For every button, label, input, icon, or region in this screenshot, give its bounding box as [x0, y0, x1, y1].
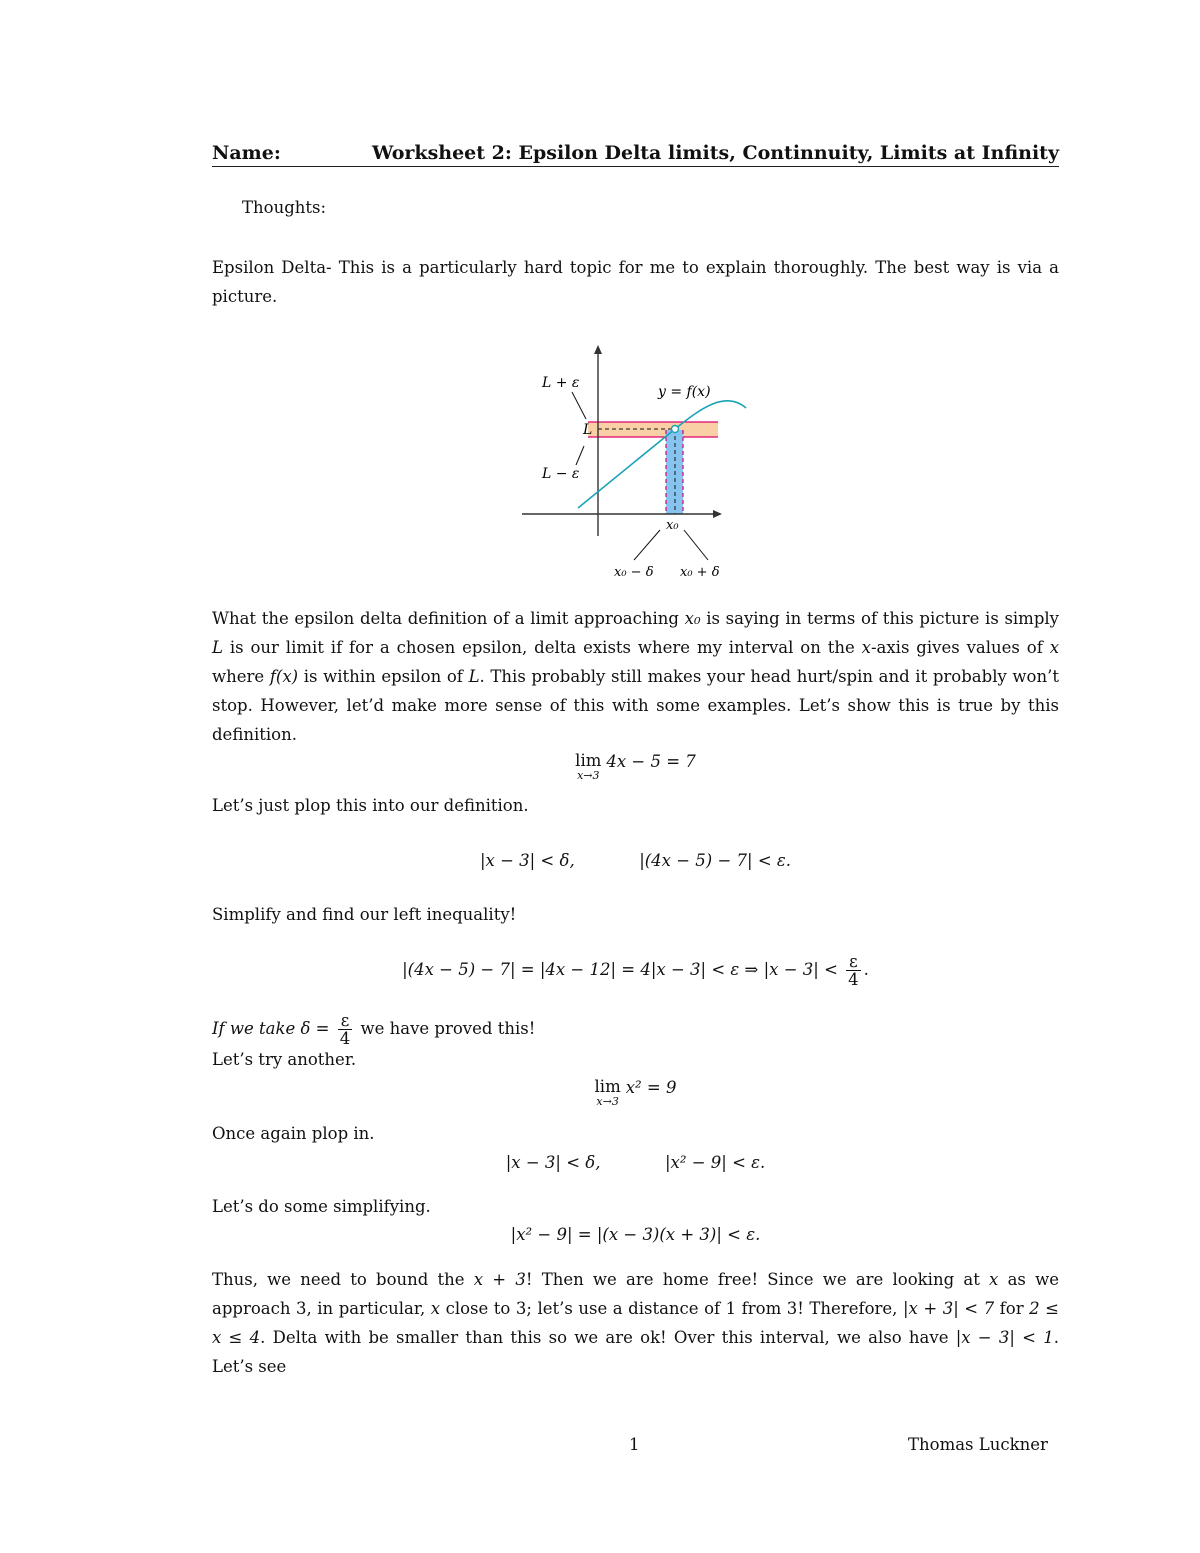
para1-text-5: where: [212, 667, 265, 686]
x-axis-arrow: [713, 510, 722, 518]
delta-choice-post: we have proved this!: [360, 1019, 536, 1038]
equation-limit-1: [212, 752, 1059, 782]
lim-subscript-1: x→3: [577, 769, 600, 782]
para1-text-2: is saying in terms of this picture is simply: [706, 609, 1059, 628]
para1-text-3: is our limit if for a chosen epsilon, delta exists where my interval on the: [229, 638, 855, 657]
equation-definition-1: [212, 846, 1059, 875]
limit-expression-2: x² = 9: [625, 1078, 677, 1097]
fraction-numerator-1: ε: [846, 953, 861, 971]
para2-text-3: as we approach 3, in particular,: [212, 1270, 1059, 1318]
simplify-end: .: [863, 960, 869, 979]
epsilon-condition-1: |(4x − 5) − 7| < ε.: [639, 851, 792, 870]
bound-paragraph: [212, 1265, 1059, 1381]
para2-math-1: x + 3: [473, 1270, 526, 1289]
factor-expression: |x² − 9| = |(x − 3)(x + 3)| < ε.: [510, 1225, 761, 1244]
para2-text-1: Thus, we need to bound the: [212, 1270, 465, 1289]
y-axis-arrow: [594, 345, 602, 354]
intro-lead: Epsilon Delta-: [212, 258, 332, 277]
limit-point: [672, 426, 679, 433]
x0-minus-delta-pointer: [634, 530, 660, 560]
fraction-denominator-1: 4: [848, 970, 859, 989]
para2-text-6: . Delta with be smaller than this so we are ok! Over this interval, we also have: [260, 1328, 949, 1347]
para2-math-6: |x − 3| < 1: [955, 1328, 1054, 1347]
label-x0-minus-delta: x₀ − δ: [614, 565, 654, 580]
para1-math-4: x: [1049, 638, 1060, 657]
page-header: [212, 142, 1059, 167]
page-number: 1: [629, 1435, 640, 1454]
l-minus-eps-pointer: [576, 446, 584, 465]
delta-condition-2: |x − 3| < δ,: [505, 1153, 601, 1172]
definition-paragraph: [212, 604, 1059, 749]
name-label: Name:: [212, 142, 281, 164]
delta-choice-pre: If we take δ =: [212, 1019, 330, 1038]
author-name: Thomas Luckner: [908, 1435, 1048, 1454]
para2-math-3: x: [430, 1299, 441, 1318]
equation-limit-2: [212, 1078, 1059, 1108]
delta-condition-1: |x − 3| < δ,: [479, 851, 575, 870]
simplify-sentence: Simplify and find our left inequality!: [212, 905, 517, 924]
para2-text-2: ! Then we are home free! Since we are looking at: [525, 1270, 980, 1289]
lim-subscript-2: x→3: [596, 1095, 619, 1108]
label-l: L: [583, 422, 593, 438]
label-x0: x₀: [666, 518, 679, 533]
equation-factor: [212, 1220, 1059, 1249]
para2-math-5: 2 ≤ x ≤ 4: [212, 1299, 1059, 1347]
para2-math-4: |x + 3| < 7: [902, 1299, 995, 1318]
label-l-plus-epsilon: L + ε: [542, 375, 580, 391]
para1-math-3: x: [861, 638, 871, 657]
l-plus-eps-pointer: [572, 392, 586, 419]
para2-text-5: for: [999, 1299, 1024, 1318]
label-curve: y = f(x): [658, 384, 711, 400]
simplifying-sentence: Let’s do some simplifying.: [212, 1197, 431, 1216]
para1-text-1: What the epsilon delta definition of a limit approaching: [212, 609, 679, 628]
fraction-numerator-2: ε: [338, 1012, 353, 1030]
lim-word-1: lim: [575, 751, 602, 770]
para2-text-4: close to 3; let’s use a distance of 1 from 3! Therefore,: [445, 1299, 898, 1318]
intro-paragraph: [212, 253, 1059, 311]
label-x0-plus-delta: x₀ + δ: [680, 565, 720, 580]
equation-simplify-1: [212, 950, 1059, 990]
lim-word-2: lim: [594, 1077, 621, 1096]
intro-text: This is a particularly hard topic for me to explain thoroughly. The best way is via a picture.: [212, 258, 1059, 306]
plop-sentence-2: Once again plop in.: [212, 1124, 375, 1143]
limit-expression-1: 4x − 5 = 7: [606, 752, 696, 771]
para1-text-7: . This probably still makes your head hurt/spin and it probably won’t stop. However, let’d make more sense of this with some examples. Let’s show this is true by this definition.: [212, 667, 1059, 744]
another-sentence: Let’s try another.: [212, 1050, 357, 1069]
para1-math-1: x₀: [684, 609, 701, 628]
equation-definition-2: [212, 1148, 1059, 1177]
para1-text-4: -axis gives values of: [870, 638, 1043, 657]
epsilon-condition-2: |x² − 9| < ε.: [664, 1153, 766, 1172]
worksheet-title: Worksheet 2: Epsilon Delta limits, Continnuity, Limits at Infinity: [371, 142, 1059, 164]
fraction-denominator-2: 4: [339, 1029, 351, 1048]
para1-text-6: is within epsilon of: [303, 667, 463, 686]
plop-sentence-1: Let’s just plop this into our definition.: [212, 796, 529, 815]
delta-choice-sentence: [212, 1012, 1059, 1047]
para1-math-6: L: [468, 667, 480, 686]
x0-plus-delta-pointer: [684, 530, 708, 560]
function-curve: [578, 401, 746, 508]
para2-math-2: x: [989, 1270, 999, 1289]
simplify-expression: |(4x − 5) − 7| = |4x − 12| = 4|x − 3| < ε ⇒ |x − 3| <: [402, 960, 838, 979]
para1-math-5: f(x): [269, 667, 299, 686]
label-l-minus-epsilon: L − ε: [542, 466, 580, 482]
para1-math-2: L: [212, 638, 223, 657]
thoughts-label: Thoughts:: [242, 198, 327, 217]
epsilon-delta-figure: [500, 340, 770, 590]
para2-text-7: . Let’s see: [212, 1328, 1059, 1376]
